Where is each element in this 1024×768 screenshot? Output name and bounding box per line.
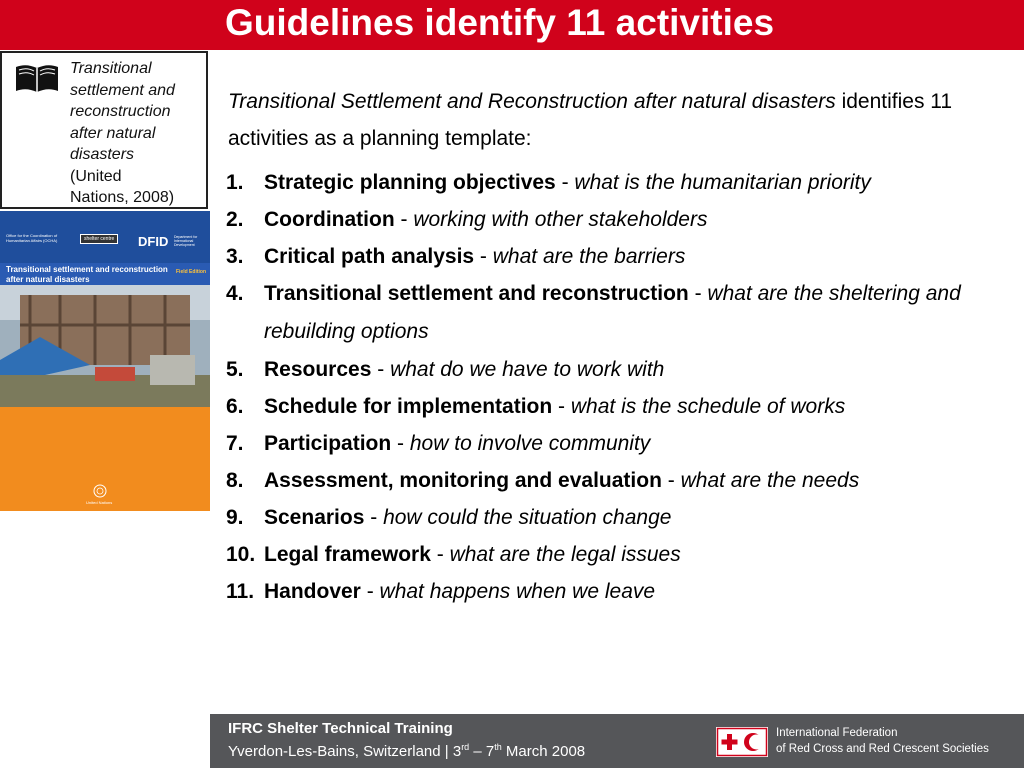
activity-description: what happens when we leave bbox=[379, 580, 656, 603]
cover-title: Transitional settlement and reconstruction after natural disasters bbox=[6, 265, 168, 284]
item-number: 5. bbox=[226, 358, 244, 381]
activity-name: Transitional settlement and reconstruction bbox=[264, 282, 689, 305]
activity-name: Participation bbox=[264, 432, 392, 455]
reference-box bbox=[0, 51, 208, 209]
activity-description: what are the needs bbox=[680, 469, 860, 492]
reference-title-line: after natural bbox=[70, 124, 156, 142]
title-bar bbox=[0, 0, 1024, 50]
separator: - bbox=[360, 580, 380, 603]
cover-edition: Field Edition bbox=[176, 269, 206, 275]
intro-book-title: Transitional Settlement and Reconstruction after natural disasters bbox=[228, 90, 836, 113]
item-number: 11. bbox=[226, 580, 255, 603]
activity-name: Handover bbox=[264, 580, 361, 603]
cover-shelter-logo: shelter centre bbox=[80, 234, 118, 244]
item-number: 10. bbox=[226, 543, 256, 566]
list-item bbox=[226, 164, 1016, 201]
item-number: 1. bbox=[226, 171, 244, 194]
footer-location-date bbox=[228, 742, 585, 760]
footer-title: IFRC Shelter Technical Training bbox=[228, 720, 453, 737]
un-emblem-icon bbox=[93, 484, 107, 498]
ordinal-rd: rd bbox=[461, 742, 470, 752]
activity-description: how to involve community bbox=[409, 432, 651, 455]
list-item bbox=[226, 425, 1016, 462]
activity-description: what are the legal issues bbox=[449, 543, 681, 566]
item-number: 9. bbox=[226, 506, 244, 529]
separator: - bbox=[364, 506, 384, 529]
item-number: 4. bbox=[226, 282, 244, 305]
reference-title-line: disasters bbox=[70, 146, 135, 163]
item-number: 8. bbox=[226, 469, 244, 492]
activity-description: what are the barriers bbox=[492, 245, 686, 268]
list-item bbox=[226, 275, 1016, 351]
list-item bbox=[226, 351, 1016, 388]
list-item bbox=[226, 388, 1016, 425]
separator: - bbox=[552, 395, 571, 418]
activity-name: Strategic planning objectives bbox=[264, 171, 556, 194]
activity-description: what is the schedule of works bbox=[570, 395, 846, 418]
footer-dash: – 7 bbox=[469, 743, 495, 760]
ifrc-name-line: International Federation bbox=[776, 727, 898, 739]
book-icon bbox=[14, 63, 60, 95]
separator: - bbox=[474, 245, 493, 268]
separator: - bbox=[391, 432, 410, 455]
separator: - bbox=[394, 208, 414, 231]
reference-source-line: (United bbox=[70, 167, 122, 185]
ifrc-name bbox=[776, 725, 989, 757]
list-item bbox=[226, 573, 1016, 610]
list-item bbox=[226, 462, 1016, 499]
separator: - bbox=[371, 358, 391, 381]
activity-name: Scenarios bbox=[264, 506, 365, 529]
activity-description: what is the humanitarian priority bbox=[574, 171, 871, 194]
activity-description: working with other stakeholders bbox=[413, 208, 708, 231]
cover-dfid-logo: DFID bbox=[138, 234, 169, 249]
footer-location: Yverdon-Les-Bains, Switzerland | 3 bbox=[228, 743, 462, 760]
separator: - bbox=[555, 171, 575, 194]
activity-name: Coordination bbox=[264, 208, 395, 231]
list-item bbox=[226, 238, 1016, 275]
item-number: 3. bbox=[226, 245, 244, 268]
footer-bar bbox=[210, 714, 1024, 768]
cover-org: Office for the Coordination of Humanitarian Affairs (OCHA) bbox=[6, 233, 58, 243]
activity-description: how could the situation change bbox=[383, 506, 672, 529]
separator: - bbox=[661, 469, 681, 492]
red-cross-crescent-icon bbox=[716, 727, 768, 757]
activity-name: Critical path analysis bbox=[264, 245, 475, 268]
cover-dfid-sub: Department for International Development bbox=[174, 235, 198, 247]
separator: - bbox=[430, 543, 450, 566]
activity-description: what are the sheltering and rebuilding options bbox=[264, 282, 961, 343]
book-cover-image bbox=[0, 211, 210, 511]
item-number: 2. bbox=[226, 208, 244, 231]
intro-rest: identifies 11 activities as a planning template: bbox=[228, 90, 953, 150]
activity-list bbox=[226, 164, 1016, 610]
activity-name: Schedule for implementation bbox=[264, 395, 553, 418]
list-item bbox=[226, 536, 1016, 573]
list-item bbox=[226, 499, 1016, 536]
reference-title-line: reconstruction bbox=[70, 103, 171, 120]
item-number: 7. bbox=[226, 432, 244, 455]
cover-publisher: United Nations bbox=[86, 500, 113, 505]
reference-text bbox=[70, 58, 175, 209]
item-number: 6. bbox=[226, 395, 244, 418]
ordinal-th: th bbox=[494, 742, 502, 752]
separator: - bbox=[688, 282, 708, 305]
intro-text bbox=[228, 83, 1008, 157]
activity-name: Assessment, monitoring and evaluation bbox=[264, 469, 662, 492]
cover-photo bbox=[0, 285, 210, 407]
footer-date: March 2008 bbox=[501, 743, 586, 760]
reference-title-line: settlement and bbox=[70, 81, 175, 99]
reference-title-line: Transitional bbox=[70, 60, 152, 77]
activity-name: Resources bbox=[264, 358, 372, 381]
reference-source-line: Nations, 2008) bbox=[70, 189, 175, 206]
activity-description: what do we have to work with bbox=[390, 358, 665, 381]
activity-name: Legal framework bbox=[264, 543, 431, 566]
ifrc-name-line: of Red Cross and Red Crescent Societies bbox=[776, 743, 989, 755]
list-item bbox=[226, 201, 1016, 238]
slide-title: Guidelines identify 11 activities bbox=[225, 2, 775, 43]
